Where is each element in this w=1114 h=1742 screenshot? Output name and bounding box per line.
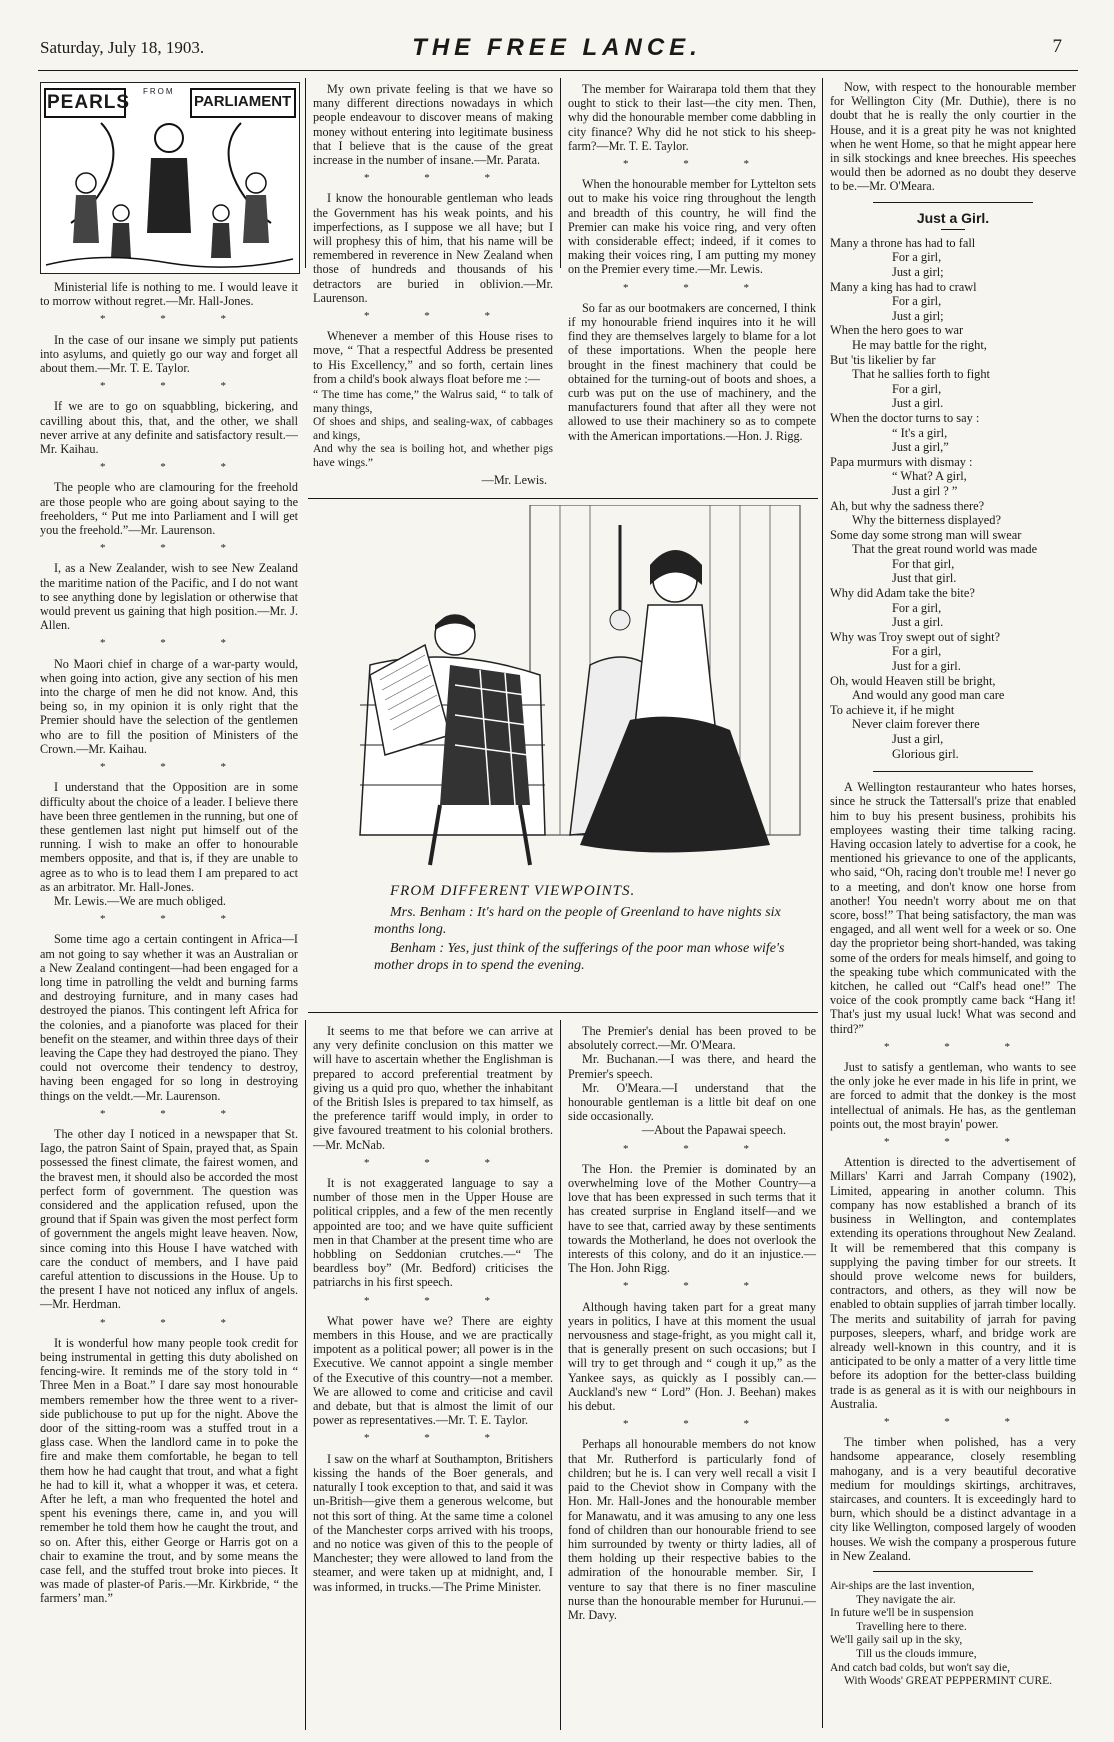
ad-line: In future we'll be in suspension: [830, 1607, 974, 1620]
illustration-from-different-viewpoints: [330, 505, 810, 875]
poem-line: “ The time has come,” the Walrus said, “ to talk of many things,: [313, 389, 553, 415]
separator-stars: * * *: [364, 1432, 516, 1445]
paragraph: Now, with respect to the honourable member for Wellington City (Mr. Duthie), there is no doubt that he is really the only courtier in the House, and it is a great pity he was not knighted when he went Home, so that he might appear here in silk stockings and knee breeches. His speeches would then be adorned as no doubt they deserve to be.—Mr. O'Meara.: [830, 80, 1076, 194]
separator-stars: * * *: [884, 1136, 1036, 1149]
paragraph: I understand that the Opposition are in some difficulty about the choice of a leader. I believe there have been three gentlemen in the running, but one of these gentlemen last night put himself out of the running. I wish to make an offer to honourable members opposite, and that is, if they are unable to agree as to who is to lead them I am prepared to act as an arbitrator. Mr. Hall-Jones.: [40, 780, 298, 894]
poem-line: For a girl,: [892, 600, 942, 615]
header-rule: [38, 70, 1078, 71]
separator-stars: * * *: [364, 1294, 516, 1307]
poem-line: That he sallies forth to fight: [852, 367, 990, 382]
poem-line: For a girl,: [892, 644, 942, 659]
illustration-bottom-rule: [308, 1012, 818, 1013]
paragraph: I, as a New Zealander, wish to see New Zealand the maritime nation of the Pacific, and I do not want to see anything done by legislation or otherwise that would prevent us gaining that high position.—Mr. J. Allen.: [40, 561, 298, 633]
illustration-top-rule: [308, 498, 818, 499]
paragraph: The timber when polished, has a very handsome appearance, closely resembling mahogany, and is a very beautiful decorative medium for mouldings skirtings, architraves, staircases, and counters. It is exceedingly hard to burn, which should be a distinct advantage in a city like Wellington, composed largely of wooden houses. We wish the company a prosperous future in New Zealand.: [830, 1435, 1076, 1563]
poem-line: Many a king has had to crawl: [830, 279, 977, 294]
separator-stars: * * *: [100, 461, 252, 474]
paragraph: When the honourable member for Lyttelton sets out to make his voice ring throughout the length and breadth of this country, he will find the Premier can make his voice ring, and very often with considerable effect; indeed, if it comes to making their voices ring, I am putting my money on the Premier every time.—Mr. Lewis.: [568, 177, 816, 277]
poem-line: Why was Troy swept out of sight?: [830, 629, 1001, 644]
column-rule: [560, 78, 561, 268]
paragraph: Attention is directed to the advertisement of Millars' Karri and Jarrah Company (1902), Limited, appearing in another column. This company has now established a branch of its business in Wellington, and contemplates extending its operations throughout New Zealand. It will be remembered that this company is supplying the paving timber for our streets. It should prove welcome news for builders, contractors, and others, as they will now be enabled to obtain supplies of jarrah timber locally. The merits and suitability of jarrah for paving purposes, sleepers, wharf, and bridge work are already well-known in this country, and it is anticipated to be only a matter of a very little time before its adoption for the better-class building trade is as general as it is with our neighbours in Australia.: [830, 1155, 1076, 1411]
separator-stars: * * *: [884, 1415, 1036, 1428]
poem-line: Just a girl,”: [892, 440, 949, 455]
paragraph: Mr. Lewis.—We are much obliged.: [54, 893, 226, 908]
column-rule: [305, 78, 306, 268]
column-rule: [822, 78, 823, 1728]
poem-line: Never claim forever there: [852, 717, 980, 732]
ad-line: Travelling here to there.: [856, 1620, 967, 1633]
poem-line: Why the bitterness displayed?: [852, 513, 1001, 528]
ad-line: Till us the clouds immure,: [856, 1647, 977, 1660]
logo-word-from: FROM: [143, 87, 175, 96]
paragraph: Ministerial life is nothing to me. I would leave it to morrow without regret.—Mr. Hall-Jones.: [40, 280, 298, 309]
poem-line: And why the sea is boiling hot, and whether pigs have wings.”: [313, 443, 553, 469]
paragraph: My own private feeling is that we have so many different directions nowadays in which people endeavour to discover means of making money without entering into legitimate business that I believe that is the cause of the great increase in the number of insane.—Mr. Parata.: [313, 82, 553, 168]
column-4: [830, 80, 1076, 1689]
logo-word-parliament: PARLIAMENT: [194, 93, 292, 110]
column-2-bottom: [313, 1024, 553, 1594]
poem-line: Papa murmurs with dismay :: [830, 454, 973, 469]
logo-word-pearls: PEARLS: [47, 92, 131, 113]
column-1: [40, 280, 298, 1606]
paragraph: Just to satisfy a gentleman, who wants to see the only joke he ever made in his life in print, we are forced to admit that the donkey is the most intellectual of animals. He has, as the gentleman points out, the most brayin' power.: [830, 1060, 1076, 1131]
poem-line: Some day some strong man will swear: [830, 527, 1022, 542]
column-rule: [560, 1020, 561, 1730]
paragraph: Some time ago a certain contingent in Africa—I am not going to say whether it was an Australian or a New Zealand contingent—had been engaged for a long time in patrolling the veldt and burning farms and destroying furniture, and in many cases had destroyed the pianos. This contingent left Africa for the colonies, and a pianoforte was placed for their benefit on the steamer, and within three days of their leaving the Cape they had destroyed the piano. They could not overcome their tendency to destroy, having been engaged for so long in destroying things on the veldt.—Mr. Laurenson.: [40, 932, 298, 1103]
paragraph: I saw on the wharf at Southampton, Britishers kissing the hands of the Boer generals, and naturally I took exception to that, and said it was un-British—give them a generous welcome, but not this sort of thing. At the same time a colonel of the Manchester corps arrived with his troops, and no notice was given of this to the people of Manchester; they were allowed to land from the steamer, and were taken up at midnight, and, I was informed, in trucks.—The Prime Minister.: [313, 1451, 553, 1594]
paragraph: The member for Wairarapa told them that they ought to stick to their last—the city men. Then, why did the honourable member come dabbling in city finance? Why did he not stick to his sheep-farm?—Mr. T. E. Taylor.: [568, 82, 816, 153]
poem-line: Just a girl.: [892, 396, 944, 411]
paragraph: A Wellington restauranteur who hates horses, since he struck the Tattersall's prize that enabled him to buy his present business, prohibits his employees wasting their time talking racing. Having occasion lately to advertise for a cook, he mentioned his grievance to one of the applicants, who said, “Oh, racing don't trouble me! I never go to a meeting, and don't know one horse from another! You needn't worry about me on that score, boss!” That being satisfactory, the man was engaged, and all went well for a week or so. One day the proprietor being short-handed, was taking some of the orders for meals himself, and going to the speaking tube which communicated with the kitchen, he called out “Calf's head one!” The voice of the cook promptly came back “Hang it! That's just my usual luck! What was second and third?”: [830, 780, 1076, 1036]
poem-title: Just a Girl.: [916, 209, 990, 226]
poem-line: When the doctor turns to say :: [830, 410, 980, 425]
page-number: 7: [1052, 36, 1062, 57]
column-3-bottom: [568, 1024, 816, 1622]
pearls-from-parliament-logo: [40, 82, 300, 274]
title-underline: [941, 229, 965, 230]
section-rule: [873, 1571, 1033, 1572]
ad-line: With Woods' GREAT PEPPERMINT CURE.: [844, 1675, 1053, 1688]
illustration-title: FROM DIFFERENT VIEWPOINTS.: [390, 883, 636, 899]
peppermint-cure-ad: [830, 1580, 1076, 1689]
paragraph: Mr. O'Meara.—I understand that the honourable gentleman is a little bit deaf on one side occasionally.: [568, 1080, 816, 1124]
paragraph: It is wonderful how many people took credit for being instrumental in getting this duty abolished on fencing-wire. It reminds me of the story told in “ Three Men in a Boat.” I dare say most honourable members remember how the three went to a river-side publichouse to put up for the night. Above the door of the sitting-room was a stuffed trout in a glass case. When the landlord came in to poke the fire and make them comfortable, he began to tell them how he had caught that trout, and what a fight he had to kill it, what a whopper it was, et cetera. After he left, a man who frequented the hotel and spent his evenings there, came in, and you will remember he told them how he caught the trout, and so on. After this, either George or Harris got on a chair to examine the trout, and by some means the case fell, and the stuffed trout broke into pieces. It was made of plaster-of Paris.—Mr. Kirkbride, “ the farmers’ man.”: [40, 1335, 298, 1606]
separator-stars: * * *: [100, 1107, 252, 1120]
separator-stars: * * *: [884, 1040, 1036, 1053]
poem-line: For a girl,: [892, 250, 942, 265]
poem-line: “ It's a girl,: [892, 425, 948, 440]
poem-line: Just that girl.: [892, 571, 957, 586]
poem-line: When the hero goes to war: [830, 323, 964, 338]
separator-stars: * * *: [623, 281, 775, 294]
separator-stars: * * *: [100, 913, 252, 926]
paragraph: No Maori chief in charge of a war-party would, when going into action, give any section of his men into the charge of men he did not know. And, this being so, in my opinion it is only right that the Premier should have the selection of the gentlemen who are to fill the position of Ministers of the Crown.—Mr. Kaihau.: [40, 656, 298, 756]
separator-stars: * * *: [100, 542, 252, 555]
attribution: —Mr. Lewis.: [481, 473, 547, 488]
paragraph: Perhaps all honourable members do not know that Mr. Rutherford is particularly fond of children; but he is. I can very well recall a visit I paid to the Cheviot show in Company with the Hon. Mr. Hall-Jones and the honourable member for Manawatu, and it was amusing to any one less fond of children than our honourable friend to see him surrounded by twenty or thirty ladies, all of them holding up their respective babies to the admiration of the honourable member. Sir, I venture to say that there is no finer masculine nurse than the honourable member for Hurunui.—Mr. Davy.: [568, 1437, 816, 1622]
column-rule: [305, 1020, 306, 1730]
issue-date: Saturday, July 18, 1903.: [40, 38, 205, 57]
paragraph: So far as our bootmakers are concerned, I think if my honourable friend inquires into it he will find they are themselves largely to blame for a lot of these importations. When the people here brought in the finest machinery that could be obtained for the turning-out of boots and shoes, a curb was put on the use of machinery, and the manufacturers found that after all they were not allowed to use their machinery so as to compete with the American importations.—Hon. J. Rigg.: [568, 300, 816, 443]
paragraph: The Premier's denial has been proved to be absolutely correct.—Mr. O'Meara.: [568, 1024, 816, 1053]
poem-line: He may battle for the right,: [852, 337, 987, 352]
poem-line: Just a girl;: [892, 265, 944, 280]
poem-line: Many a throne has had to fall: [830, 235, 976, 250]
poem-line: And would any good man care: [852, 688, 1005, 703]
separator-stars: * * *: [100, 380, 252, 393]
separator-stars: * * *: [100, 637, 252, 650]
poem-line: For that girl,: [892, 556, 955, 571]
separator-stars: * * *: [623, 1280, 775, 1293]
separator-stars: * * *: [623, 1142, 775, 1155]
couple-reading-illustration: [330, 505, 810, 875]
separator-stars: * * *: [623, 158, 775, 171]
section-rule: [873, 202, 1033, 203]
paragraph: Whenever a member of this House rises to move, “ That a respectful Address be presented to His Excellency,” and so forth, certain lines from a child's book always float before me :—: [313, 329, 553, 386]
ad-line: Air-ships are the last invention,: [830, 1579, 975, 1592]
poem-line: Just a girl;: [892, 308, 944, 323]
poem-line: For a girl,: [892, 381, 942, 396]
paragraph: The other day I noticed in a newspaper that St. Iago, the patron Saint of Spain, prayed that, as Spain possessed the finest climate, the fairest women, and the bravest men, it should also be accorded the most perfect form of government. The question was considered and the application refused, upon the ground that if Spain was given the most perfect form of government the angels might leave heaven. Now, since coming into this House I have watched with care the conduct of members, and I have paid careful attention to discussions in the House. Up to the present I have not noticed any influx of angels.—Mr. Herdman.: [40, 1126, 298, 1312]
separator-stars: * * *: [100, 1316, 252, 1329]
separator-stars: * * *: [623, 1418, 775, 1431]
paragraph: Although having taken part for a great many years in politics, I have at this moment the usual nervousness and stage-fright, as you might call it, that is generally present on such occasions; but I will try to get through and “ cough it up,” as the Yankee says, as quickly as I possibly can.—Auckland's new “ Lord” (Hon. J. Beehan) makes his debut.: [568, 1299, 816, 1414]
ad-line: And catch bad colds, but won't say die,: [830, 1661, 1010, 1674]
masthead-title: THE FREE LANCE.: [412, 34, 702, 61]
poem-line: For a girl,: [892, 294, 942, 309]
separator-stars: * * *: [100, 761, 252, 774]
poem-line: But 'tis likelier by far: [830, 352, 936, 367]
illustration-caption-line-2: Benham : Yes, just think of the sufferings of the poor man whose wife's mother drops in to spend the evening.: [374, 941, 785, 973]
paragraph: I know the honourable gentleman who leads the Government has his weak points, and his imperfections, as I suppose we all have; but I will prophesy this of him, that his name will be remembered in reverence in New Zealand when those of hundreds and thousands of his detractors are buried in oblivion.—Mr. Laurenson.: [313, 191, 553, 305]
poem-line: Glorious girl.: [892, 746, 959, 761]
ad-line: We'll gaily sail up in the sky,: [830, 1634, 963, 1647]
paragraph: In the case of our insane we simply put patients into asylums, and quietly go our way and forget all about them.—Mr. T. E. Taylor.: [40, 332, 298, 376]
paragraph: The Hon. the Premier is dominated by an overwhelming love of the Mother Country—a love that has been expressed in such terms that it has created surprise in England itself—and we have to see that, carried away by these sentiments towards the Motherland, he does not overlook the interests of this colony, and do it an injustice.—The Hon. John Rigg.: [568, 1161, 816, 1276]
separator-stars: * * *: [364, 1156, 516, 1169]
separator-stars: * * *: [364, 172, 516, 185]
paragraph: It seems to me that before we can arrive at any very definite conclusion on this matter we will have to ascertain whether the Englishman is prepared to accord preferential treatment by giving us a quid pro quo, whether the inhabitant of the British Isles is prepared to tax himself, as the preference tariff would imply, in order to give favoured treatment to his colonial brothers.—Mr. McNab.: [313, 1024, 553, 1152]
paragraph: The people who are clamouring for the freehold are those people who are going about saying to the freeholders, “ Put me into Parliament and I will get you the freehold.”—Mr. Laurenson.: [40, 480, 298, 538]
walrus-poem: [313, 389, 553, 470]
column-3-top: [568, 82, 816, 443]
poem-line: Just a girl ? ”: [892, 483, 958, 498]
poem-line: Just for a girl.: [892, 659, 961, 674]
poem-line: Why did Adam take the bite?: [830, 586, 975, 601]
ad-line: They navigate the air.: [856, 1593, 956, 1606]
poem-line: Of shoes and ships, and sealing-wax, of cabbages and kings,: [313, 416, 553, 442]
paragraph: Mr. Buchanan.—I was there, and heard the Premier's speech.: [568, 1052, 816, 1081]
illustration-caption-line-1: Mrs. Benham : It's hard on the people of Greenland to have nights six months long.: [374, 905, 781, 937]
poem-line: Just a girl.: [892, 615, 944, 630]
poem-line: Oh, would Heaven still be bright,: [830, 673, 996, 688]
poem-line: “ What? A girl,: [892, 469, 967, 484]
paragraph: What power have we? There are eighty members in this House, and we are practically impotent as a political power; all power is in the Executive. We cannot appoint a single member of the Executive of this country—not a member. We are allowed to come and criticise and cavil and debate, but that is almost the limit of our power as representatives.—Mr. T. E. Taylor.: [313, 1313, 553, 1428]
poem-line: That the great round world was made: [852, 542, 1038, 557]
poem-line: Ah, but why the sadness there?: [830, 498, 985, 513]
separator-stars: * * *: [100, 313, 252, 326]
attribution: —About the Papawai speech.: [641, 1123, 786, 1138]
poem-line: Just a girl,: [892, 732, 944, 747]
poem-line: To achieve it, if he might: [830, 702, 955, 717]
column-2-top: [313, 82, 553, 487]
paragraph: It is not exaggerated language to say a number of those men in the Upper House are political cripples, and a few of the men recently appointed are too; and we have quite sufficient men in that Chamber at the present time who are hobbling on Seddonian crutches.—“ The beardless boy” (Mr. Bedford) criticises the patriarchs in his first speech.: [313, 1176, 553, 1290]
section-rule: [873, 771, 1033, 772]
paragraph: If we are to go on squabbling, bickering, and cavilling about this, that, and the other, we shall never arrive at any definite and satisfactory result.—Mr. Kaihau.: [40, 399, 298, 457]
separator-stars: * * *: [364, 310, 516, 323]
just-a-girl-poem: [830, 236, 1076, 761]
